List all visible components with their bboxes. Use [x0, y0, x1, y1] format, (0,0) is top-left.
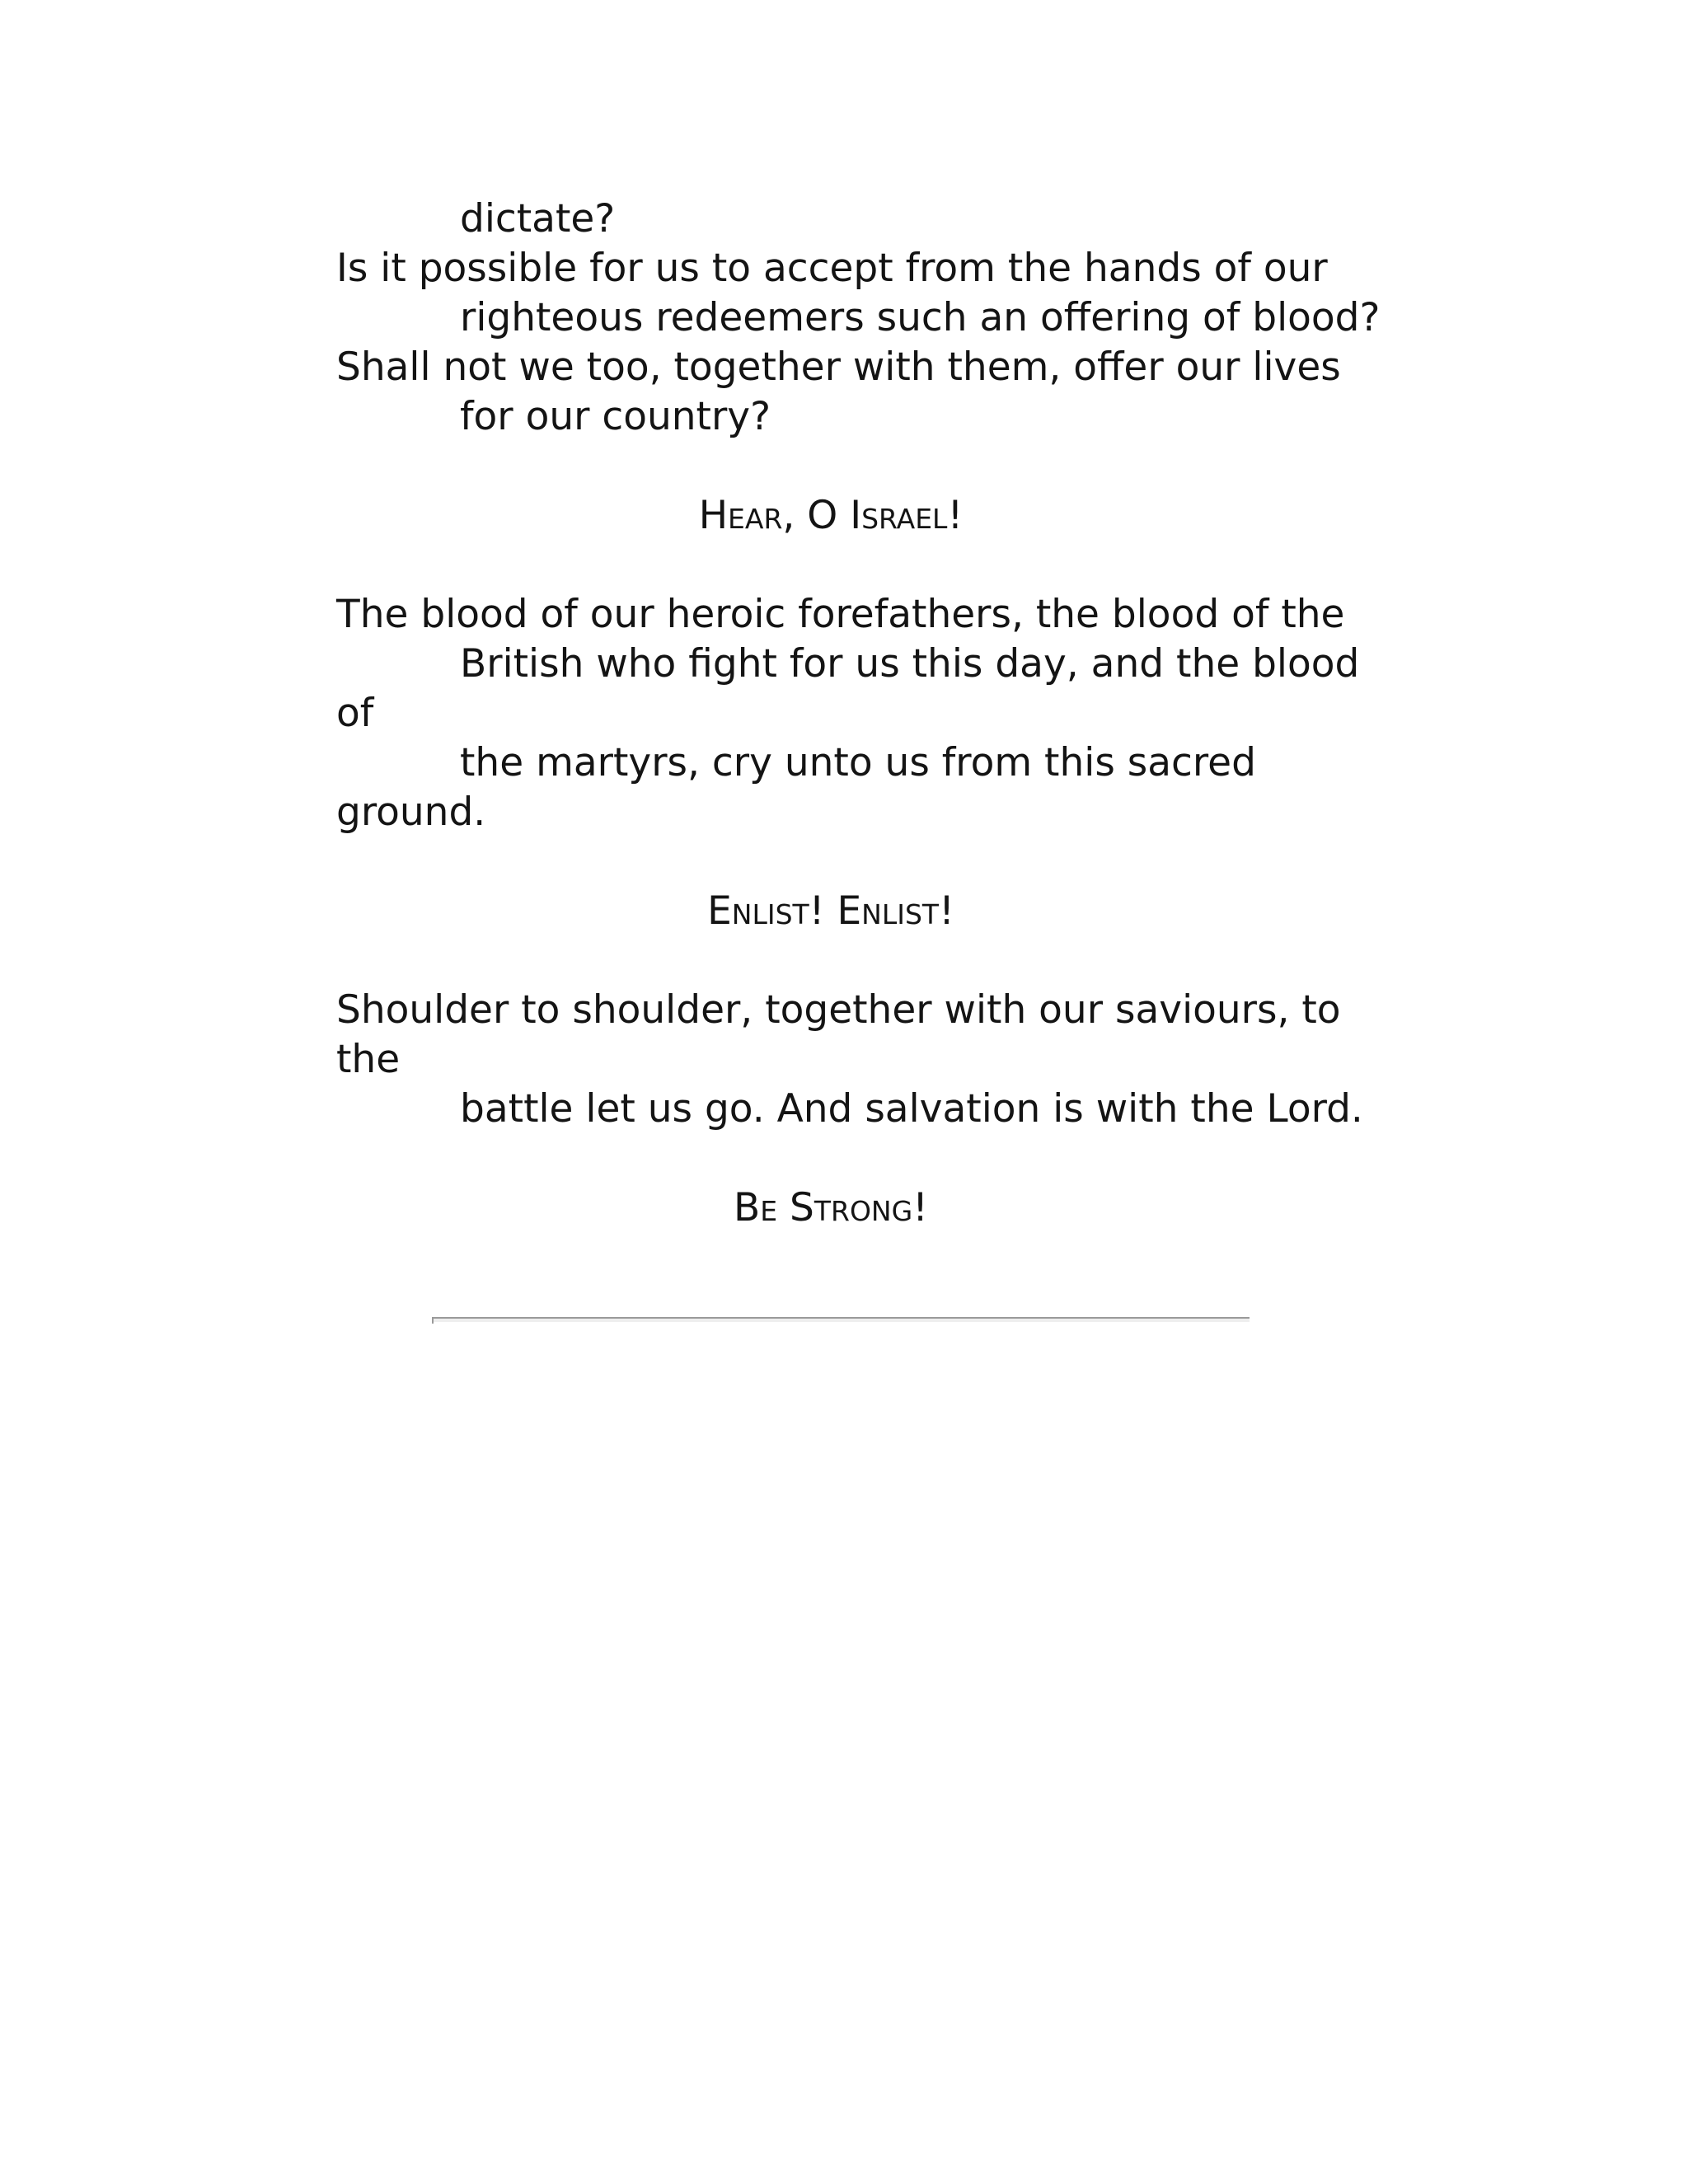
text-line: for our country? — [460, 394, 771, 439]
text-line: of — [336, 691, 374, 736]
paragraph-gap — [336, 837, 1400, 887]
text-line: Shoulder to shoulder, together with our saviours, to — [336, 987, 1341, 1033]
text-line: British who fight for us this day, and the blood — [460, 641, 1360, 687]
paragraph-gap — [336, 936, 1400, 986]
paragraph-gap — [336, 541, 1400, 590]
text-line: Is it possible for us to accept from the hands of our — [336, 246, 1328, 291]
paragraph-gap — [336, 1134, 1400, 1183]
document-body — [336, 194, 1400, 1233]
text-line: dictate? — [460, 196, 616, 241]
horizontal-rule — [432, 1317, 1250, 1322]
section-heading: Hear, O Israel! — [698, 493, 964, 538]
text-line: The blood of our heroic forefathers, the blood of the — [336, 592, 1345, 637]
text-line: ground. — [336, 790, 486, 835]
section-heading: Enlist! Enlist! — [707, 888, 954, 934]
paragraph-gap — [336, 442, 1400, 491]
text-line: the — [336, 1037, 401, 1082]
text-line: the martyrs, cry unto us from this sacred — [460, 740, 1256, 785]
text-line: Shall not we too, together with them, offer our lives — [336, 344, 1341, 390]
section-heading: Be Strong! — [733, 1185, 929, 1230]
text-line: righteous redeemers such an offering of blood? — [460, 295, 1381, 340]
text-line: battle let us go. And salvation is with the Lord. — [460, 1086, 1363, 1132]
